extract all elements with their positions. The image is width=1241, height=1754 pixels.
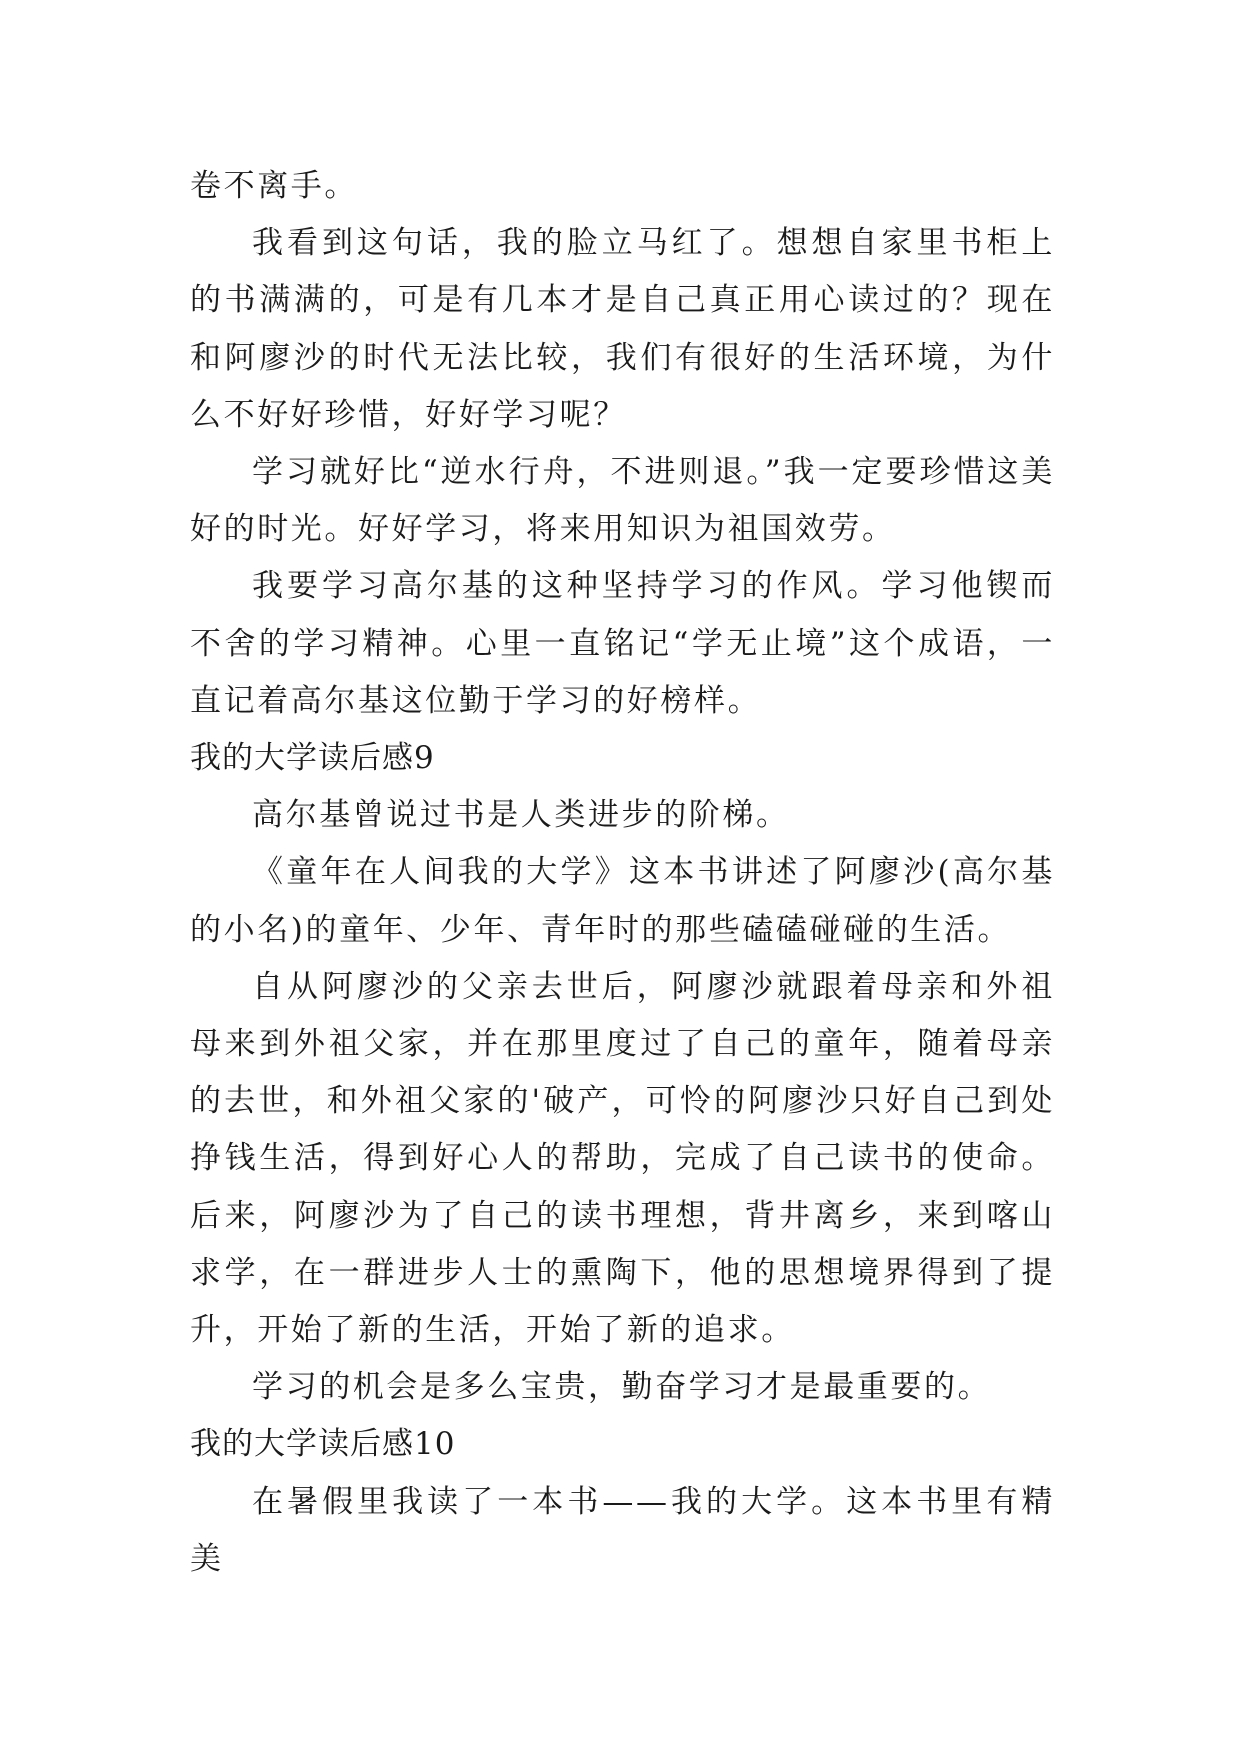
body-paragraph: 高尔基曾说过书是人类进步的阶梯。 bbox=[252, 797, 790, 834]
document-body bbox=[190, 158, 1055, 1588]
body-paragraph: 《童年在人间我的大学》这本书讲述了阿廖沙(高尔基的小名)的童年、少年、青年时的那些磕磕碰碰的生活。 bbox=[190, 854, 1055, 948]
continuation-paragraph: 卷不离手。 bbox=[190, 168, 358, 204]
body-paragraph: 自从阿廖沙的父亲去世后，阿廖沙就跟着母亲和外祖母来到外祖父家，并在那里度过了自己的童年，随着母亲的去世，和外祖父家的'破产，可怜的阿廖沙只好自己到处挣钱生活，得到好心人的帮助，完成了自己读书的使命。后来，阿廖沙为了自己的读书理想，背井离乡，来到喀山求学，在一群进步人士的熏陶下，他的思想境界得到了提升，开始了新的生活，开始了新的追求。 bbox=[190, 968, 1055, 1349]
body-paragraph: 学习的机会是多么宝贵，勤奋学习才是最重要的。 bbox=[252, 1369, 992, 1406]
section-heading-9: 我的大学读后感9 bbox=[190, 740, 435, 777]
body-paragraph: 我要学习高尔基的这种坚持学习的作风。学习他锲而不舍的学习精神。心里一直铭记“学无止境”这个成语，一直记着高尔基这位勤于学习的好榜样。 bbox=[190, 568, 1055, 719]
body-paragraph: 在暑假里我读了一本书——我的大学。这本书里有精美 bbox=[190, 1483, 1055, 1577]
section-heading-10: 我的大学读后感10 bbox=[190, 1426, 456, 1463]
body-paragraph: 学习就好比“逆水行舟，不进则退。”我一定要珍惜这美好的时光。好好学习，将来用知识为祖国效劳。 bbox=[190, 454, 1055, 548]
body-paragraph: 我看到这句话，我的脸立马红了。想想自家里书柜上的书满满的，可是有几本才是自己真正用心读过的？现在和阿廖沙的时代无法比较，我们有很好的生活环境，为什么不好好珍惜，好好学习呢？ bbox=[190, 225, 1055, 433]
